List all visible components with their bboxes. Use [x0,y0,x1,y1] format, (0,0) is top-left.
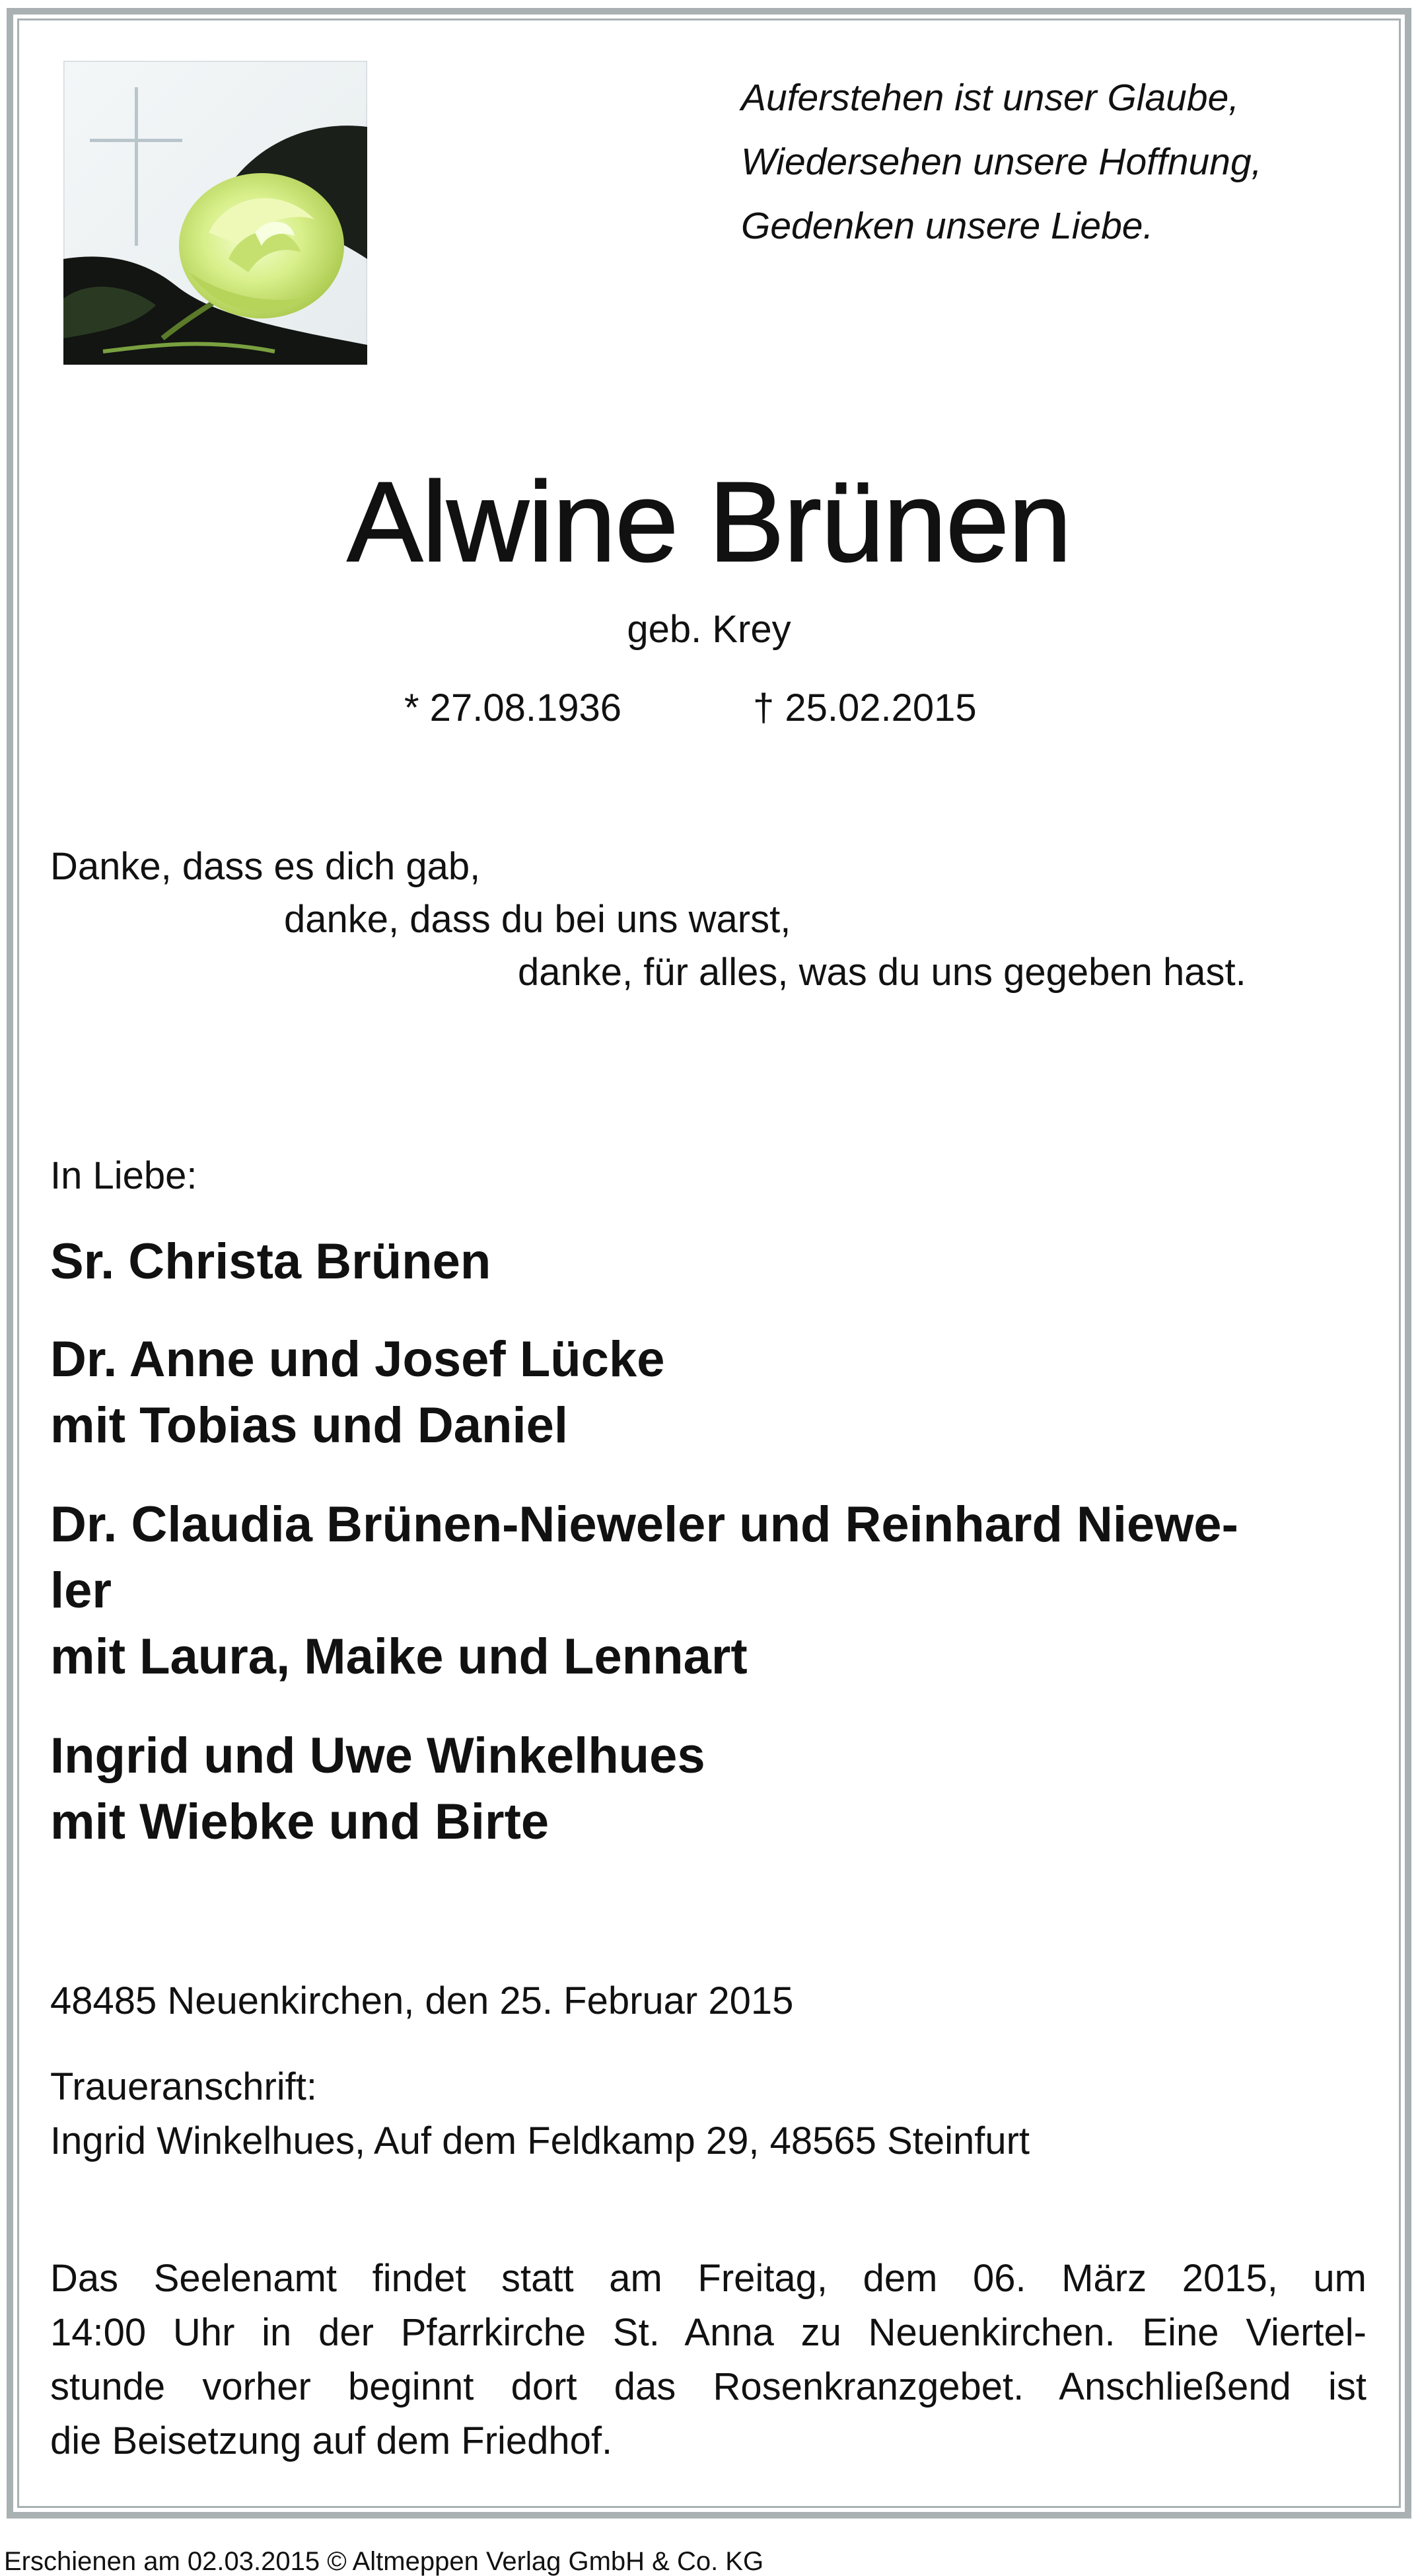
mourners-intro: In Liebe: [50,1154,197,1197]
service-line-1: Das Seelenamt findet statt am Freitag, dem 06. März 2015, um [50,2257,1366,2300]
service-info [50,2252,1366,2468]
service-line-4: die Beisetzung auf dem Friedhof. [50,2419,613,2462]
deceased-name: Alwine Brünen [347,459,1071,585]
address-value: Ingrid Winkelhues, Auf dem Feldkamp 29, 48565 Steinfurt [50,2119,1030,2162]
motto-line-2: Wiedersehen unsere Hoffnung, [741,141,1262,183]
family-3-line-3: mit Laura, Maike und Lennart [50,1629,748,1685]
service-line-2: 14:00 Uhr in der Pfarrkirche St. Anna zu Neuenkirchen. Eine Viertel- [50,2311,1366,2354]
thanks-line-2: danke, dass du bei uns warst, [284,898,791,941]
thanks-line-3: danke, für alles, was du uns gegeben hast. [518,951,1246,994]
family-2-line-1: Dr. Anne und Josef Lücke [50,1331,665,1387]
address-label: Traueranschrift: [50,2065,317,2108]
birth-date: * 27.08.1936 [404,686,621,729]
publication-footer: Erschienen am 02.03.2015 © Altmeppen Verlag GmbH & Co. KG [4,2547,764,2576]
family-4-line-2: mit Wiebke und Birte [50,1794,549,1850]
death-date: † 25.02.2015 [753,686,977,729]
motto-line-1: Auferstehen ist unser Glaube, [741,77,1240,119]
family-4-line-1: Ingrid und Uwe Winkelhues [50,1728,705,1784]
thanks-line-1: Danke, dass es dich gab, [50,845,481,888]
family-3-line-2: ler [50,1563,112,1619]
maiden-name: geb. Krey [627,608,791,651]
service-line-3: stunde vorher beginnt dort das Rosenkranzgebet. Anschließend ist [50,2365,1366,2408]
motto-line-3: Gedenken unsere Liebe. [741,205,1154,247]
family-1: Sr. Christa Brünen [50,1233,491,1290]
family-2-line-2: mit Tobias und Daniel [50,1397,568,1454]
life-dates [0,682,1418,735]
family-3-line-1: Dr. Claudia Brünen-Nieweler und Reinhard Niewe- [50,1496,1238,1553]
cross-with-rose-icon [63,61,367,365]
place-date: 48485 Neuenkirchen, den 25. Februar 2015 [50,1979,794,2022]
